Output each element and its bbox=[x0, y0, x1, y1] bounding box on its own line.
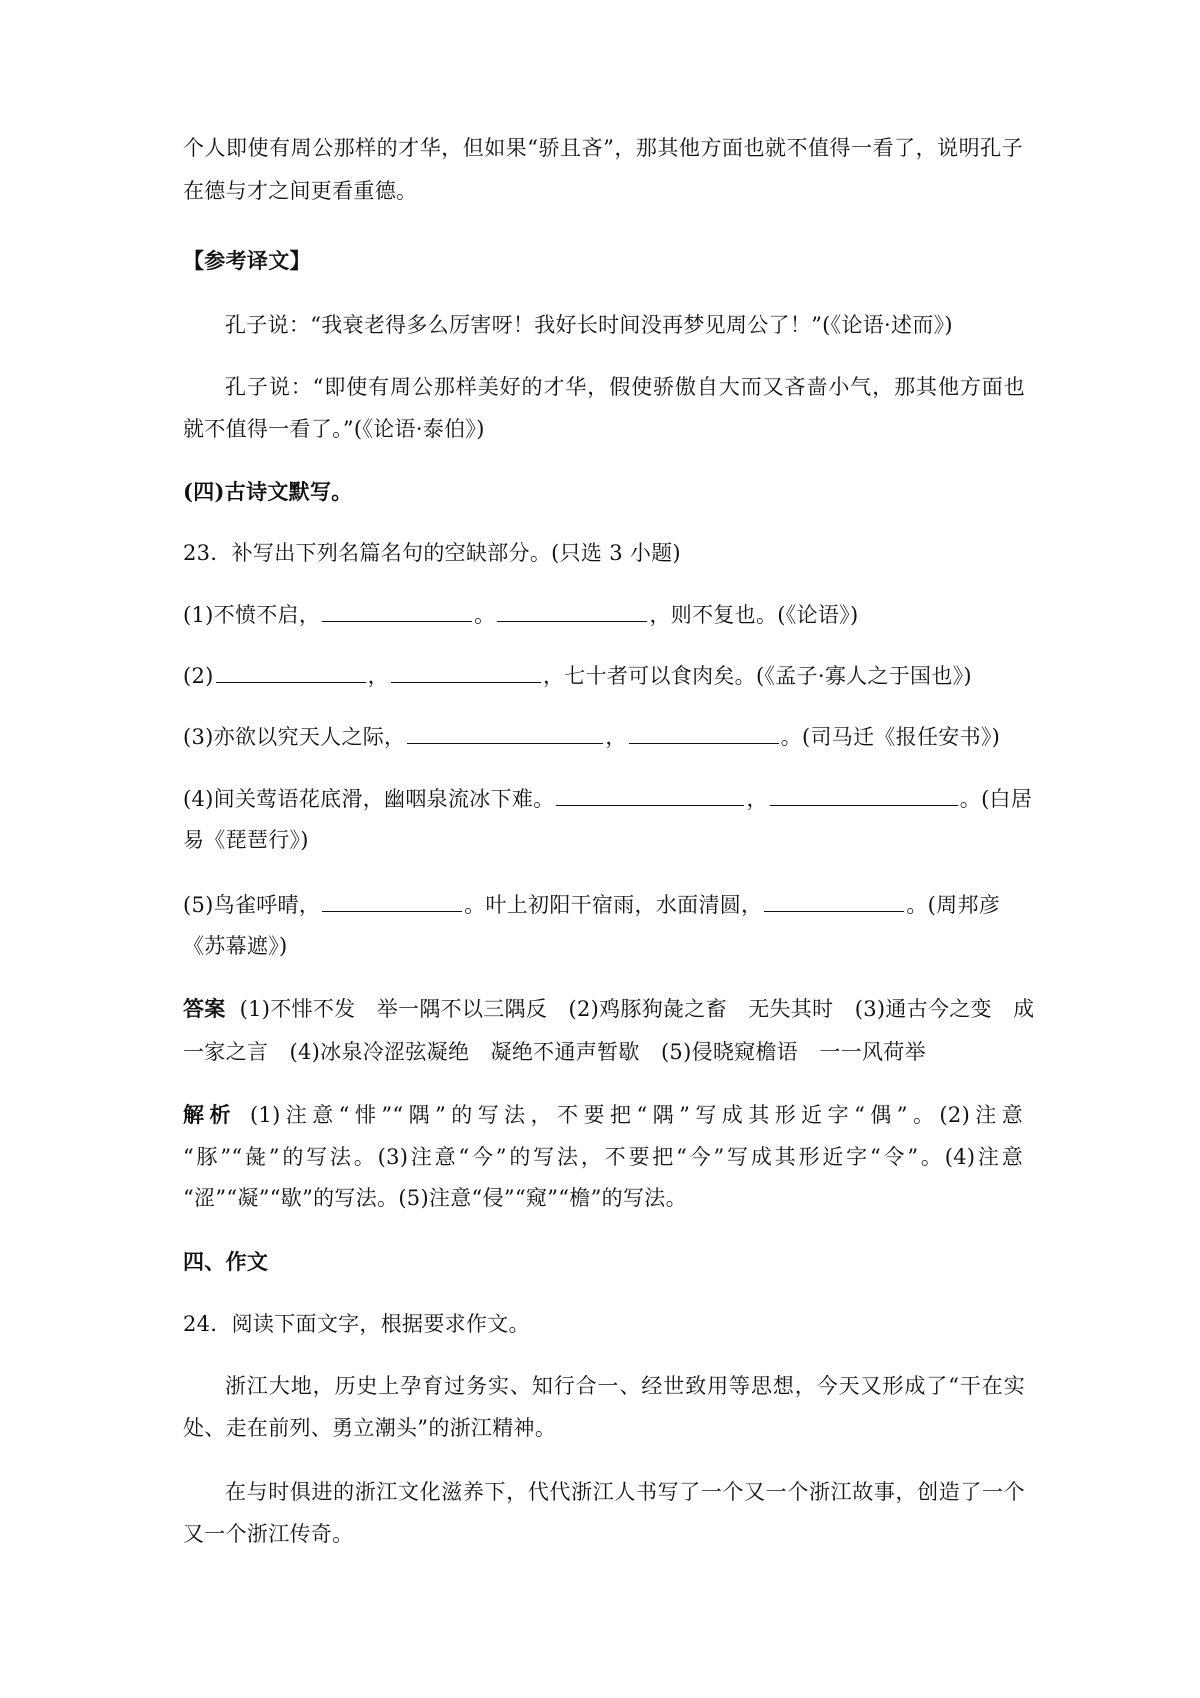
fill-item-4 bbox=[183, 783, 1033, 814]
fill-item-5 bbox=[183, 889, 1023, 920]
blank-line bbox=[216, 660, 366, 683]
answer-line bbox=[183, 994, 1035, 1024]
reference-translation-heading: 【参考译文】 bbox=[183, 248, 311, 273]
translation-line: 孔子说：“即使有周公那样美好的才华，假使骄傲自大而又吝啬小气，那其他方面也 bbox=[225, 375, 1025, 399]
item-text: ， bbox=[605, 725, 627, 749]
item-text: ， bbox=[746, 787, 768, 811]
item-text: (2) bbox=[183, 664, 214, 688]
analysis-line: “涩”“凝”“歇”的写法。(5)注意“侵”“窥”“檐”的写法。 bbox=[183, 1186, 687, 1210]
item-text: ，七十者可以食肉矣。(《孟子·寡人之于国也》) bbox=[542, 664, 972, 688]
answer-text: (1)不悱不发 举一隅不以三隅反 (2)鸡豚狗彘之畜 无失其时 (3)通古今之变 成 bbox=[239, 997, 1035, 1021]
question-23: 23．补写出下列名篇名句的空缺部分。(只选 3 小题) bbox=[183, 541, 681, 565]
item-text: 。叶上初阳干宿雨，水面清圆， bbox=[464, 893, 763, 917]
answer-label: 答案 bbox=[183, 996, 226, 1021]
translation-line: 孔子说：“我衰老得多么厉害呀！我好长时间没再梦见周公了！”(《论语·述而》) bbox=[225, 313, 953, 337]
essay-paragraph-line: 处、走在前列、勇立潮头”的浙江精神。 bbox=[183, 1416, 557, 1440]
analysis-text: (1)注意“悱”“隅”的写法，不要把“隅”写成其形近字“偶”。(2)注意 bbox=[249, 1103, 1023, 1127]
paragraph-line: 在德与才之间更看重德。 bbox=[183, 179, 418, 203]
blank-line bbox=[322, 599, 472, 622]
blank-line bbox=[407, 721, 603, 744]
item-text: ，则不复也。(《论语》) bbox=[649, 603, 859, 627]
fill-item-4-cont: 易《琵琶行》) bbox=[183, 828, 309, 852]
blank-line bbox=[764, 889, 904, 912]
paragraph-line: 个人即使有周公那样的才华，但如果“骄且吝”，那其他方面也就不值得一看了，说明孔子 bbox=[183, 136, 1023, 160]
fill-item-1 bbox=[183, 599, 1023, 630]
item-text: 。(周邦彦 bbox=[906, 893, 1001, 917]
fill-item-5-cont: 《苏幕遮》) bbox=[183, 934, 288, 958]
blank-line bbox=[497, 599, 647, 622]
analysis-line bbox=[183, 1100, 1023, 1130]
essay-paragraph-line: 浙江大地，历史上孕育过务实、知行合一、经世致用等思想，今天又形成了“干在实 bbox=[225, 1374, 1025, 1398]
blank-line bbox=[556, 783, 744, 806]
item-text: ， bbox=[367, 664, 389, 688]
essay-paragraph-line: 在与时俱进的浙江文化滋养下，代代浙江人书写了一个又一个浙江故事，创造了一个 bbox=[225, 1480, 1025, 1504]
item-text: 。(白居 bbox=[959, 787, 1033, 811]
item-text: 。 bbox=[474, 603, 496, 627]
blank-line bbox=[322, 889, 462, 912]
section-heading: (四)古诗文默写。 bbox=[183, 479, 353, 504]
translation-line: 就不值得一看了。”(《论语·泰伯》) bbox=[183, 417, 485, 441]
item-text: (4)间关莺语花底滑，幽咽泉流冰下难。 bbox=[183, 787, 555, 811]
fill-item-2 bbox=[183, 660, 1023, 691]
blank-line bbox=[770, 783, 958, 806]
question-24: 24．阅读下面文字，根据要求作文。 bbox=[183, 1312, 530, 1336]
essay-heading: 四、作文 bbox=[183, 1249, 269, 1274]
blank-line bbox=[391, 660, 541, 683]
item-text: (1)不愤不启， bbox=[183, 603, 321, 627]
answer-line: 一家之言 (4)冰泉冷涩弦凝绝 凝绝不通声暂歇 (5)侵晓窥檐语 一一风荷举 bbox=[183, 1040, 926, 1064]
item-text: 。(司马迁《报任安书》) bbox=[780, 725, 1001, 749]
analysis-line: “豚”“彘”的写法。(3)注意“今”的写法，不要把“今”写成其形近字“令”。(4)注意 bbox=[183, 1145, 1023, 1169]
item-text: (5)鸟雀呼晴， bbox=[183, 893, 321, 917]
blank-line bbox=[629, 721, 779, 744]
analysis-label: 解析 bbox=[183, 1102, 236, 1127]
item-text: (3)亦欲以究天人之际， bbox=[183, 725, 406, 749]
essay-paragraph-line: 又一个浙江传奇。 bbox=[183, 1522, 354, 1546]
fill-item-3 bbox=[183, 721, 1023, 752]
